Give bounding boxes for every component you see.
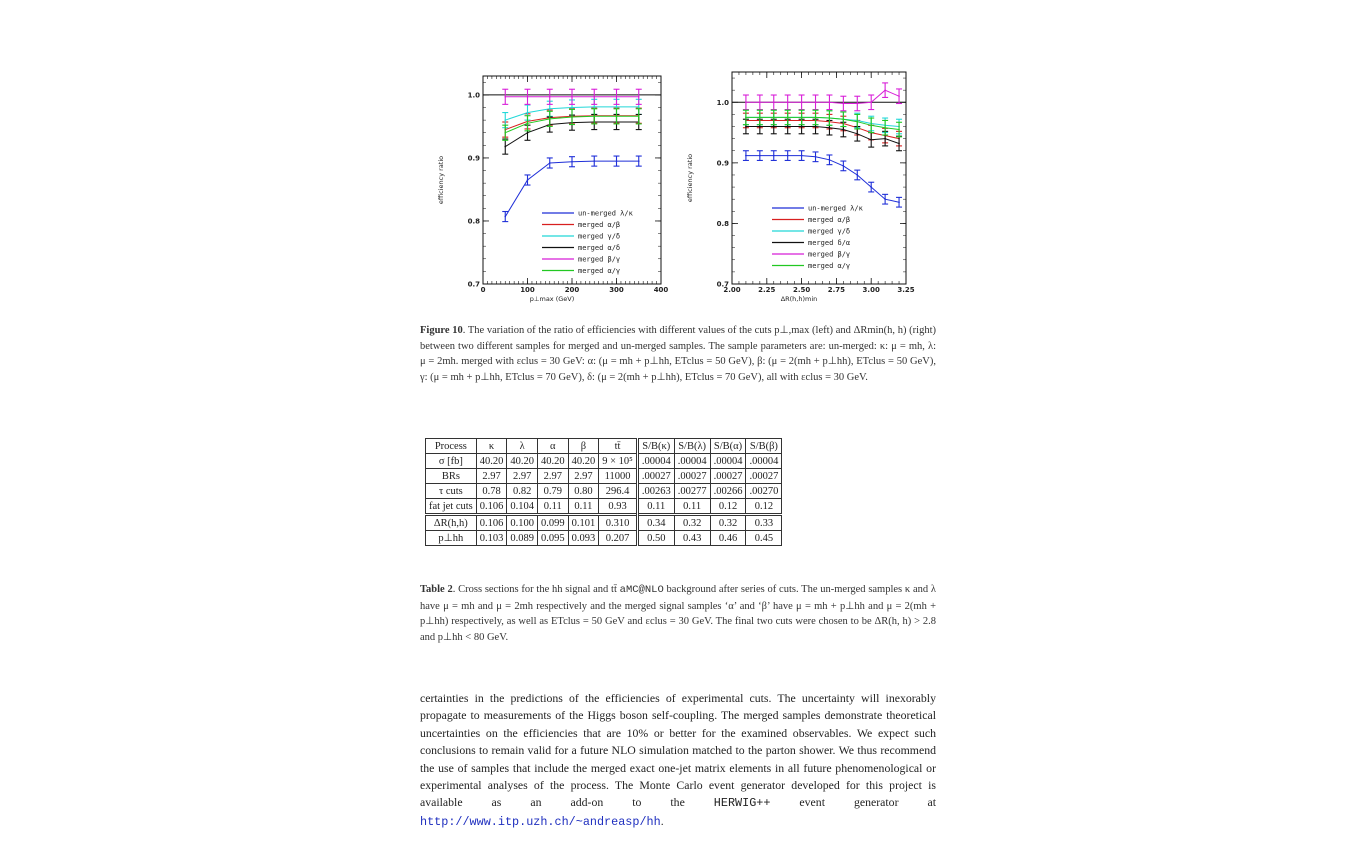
table2-cell: 0.089 bbox=[507, 531, 538, 546]
table2-cell: 0.104 bbox=[507, 499, 538, 515]
table2-cell: 0.100 bbox=[507, 515, 538, 531]
legend-label: merged α/γ bbox=[578, 267, 621, 275]
table2-caption-b: background after series of cuts. The un-merged samples κ and λ have μ = mh and μ = 2mh respectively and the merged signal samples ‘α’ and ‘β’ have μ = mh + p⊥hh and μ = 2(mh + p⊥hh) respectively, as well as ETclus = 50 GeV and εclus = 30 GeV. The final two cuts were chosen to be ΔR(h, h) > 2.8 and p⊥hh < 80 GeV. bbox=[420, 584, 936, 643]
x-tick-label: 2.25 bbox=[758, 286, 776, 294]
table2-cell: 0.93 bbox=[599, 499, 638, 515]
data-point bbox=[616, 96, 618, 98]
right-chart-svg bbox=[682, 62, 922, 312]
data-point bbox=[638, 160, 640, 162]
data-point bbox=[829, 101, 831, 103]
table2-cell: 2.97 bbox=[537, 469, 568, 484]
data-point bbox=[527, 122, 529, 124]
data-point bbox=[549, 118, 551, 120]
table2-cell: 0.45 bbox=[746, 531, 782, 546]
table2-cell: 9 × 10⁵ bbox=[599, 454, 638, 469]
data-point bbox=[815, 117, 817, 119]
data-point bbox=[549, 162, 551, 164]
table2-cell: .00004 bbox=[674, 454, 710, 469]
data-point bbox=[504, 119, 506, 121]
legend-label: merged α/δ bbox=[578, 244, 621, 252]
x-tick-label: 3.25 bbox=[897, 286, 915, 294]
legend-label: merged α/γ bbox=[808, 262, 851, 270]
series-line bbox=[505, 161, 639, 217]
data-point bbox=[759, 101, 761, 103]
data-point bbox=[870, 101, 872, 103]
data-point bbox=[773, 126, 775, 128]
table2-cell: 11000 bbox=[599, 469, 638, 484]
table2-header-cell: S/B(λ) bbox=[674, 439, 710, 454]
series-line bbox=[746, 127, 899, 144]
table2-body bbox=[426, 454, 782, 546]
series-line bbox=[746, 117, 899, 126]
legend-label: merged δ/α bbox=[808, 239, 851, 247]
table2-header-cell: α bbox=[537, 439, 568, 454]
data-point bbox=[593, 160, 595, 162]
table2-cell: .00027 bbox=[710, 469, 746, 484]
table2-cell: fat jet cuts bbox=[426, 499, 477, 515]
table2-cell: 0.11 bbox=[537, 499, 568, 515]
data-point bbox=[870, 139, 872, 141]
x-tick-label: 2.75 bbox=[827, 286, 846, 294]
y-axis-label: efficiency ratio bbox=[686, 153, 694, 203]
data-point bbox=[593, 106, 595, 108]
data-point bbox=[759, 126, 761, 128]
data-point bbox=[571, 116, 573, 118]
body-text-mid: event generator at bbox=[770, 795, 936, 810]
table2-row bbox=[426, 531, 782, 546]
table2-cell: 0.78 bbox=[476, 484, 507, 499]
legend-label: un-merged λ/κ bbox=[578, 209, 633, 218]
data-point bbox=[527, 179, 529, 181]
data-point bbox=[856, 133, 858, 135]
table2-cell: 296.4 bbox=[599, 484, 638, 499]
table2-header-cell: S/B(κ) bbox=[637, 439, 674, 454]
table2-header-cell: Process bbox=[426, 439, 477, 454]
data-point bbox=[843, 103, 845, 105]
data-point bbox=[898, 143, 900, 145]
series-line bbox=[746, 90, 899, 103]
table2-cell: 0.099 bbox=[537, 515, 568, 531]
x-tick-label: 2.50 bbox=[792, 286, 811, 294]
figure10-left-chart bbox=[432, 66, 672, 316]
table2-cell: σ [fb] bbox=[426, 454, 477, 469]
table2-cell: τ cuts bbox=[426, 484, 477, 499]
table2-cell: 40.20 bbox=[537, 454, 568, 469]
data-point bbox=[801, 155, 803, 157]
y-tick-label: 0.9 bbox=[467, 154, 480, 163]
table2-cell: ΔR(h,h) bbox=[426, 515, 477, 531]
table2-header-cell: β bbox=[568, 439, 599, 454]
project-link[interactable]: http://www.itp.uzh.ch/~andreasp/hh bbox=[420, 814, 661, 829]
data-point bbox=[870, 125, 872, 127]
x-tick-label: 0 bbox=[480, 286, 486, 294]
data-point bbox=[856, 121, 858, 123]
body-paragraph bbox=[420, 690, 936, 831]
table2-header-row bbox=[426, 439, 782, 454]
figure10-right-chart bbox=[682, 62, 922, 312]
data-point bbox=[571, 107, 573, 109]
table2-cell: .00027 bbox=[746, 469, 782, 484]
table2-cell: 0.11 bbox=[674, 499, 710, 515]
data-point bbox=[616, 106, 618, 108]
table2 bbox=[425, 438, 782, 546]
y-tick-label: 1.0 bbox=[716, 98, 729, 107]
data-point bbox=[843, 165, 845, 167]
body-code: HERWIG++ bbox=[713, 796, 771, 811]
table2-cell: 0.32 bbox=[710, 515, 746, 531]
table2-cell: 0.093 bbox=[568, 531, 599, 546]
table2-header-cell: S/B(α) bbox=[710, 439, 746, 454]
data-point bbox=[745, 101, 747, 103]
data-point bbox=[638, 96, 640, 98]
table2-cell: 0.11 bbox=[637, 499, 674, 515]
data-point bbox=[504, 146, 506, 148]
table2-cell: 40.20 bbox=[568, 454, 599, 469]
y-tick-label: 0.7 bbox=[467, 280, 480, 289]
table2-header-cell: S/B(β) bbox=[746, 439, 782, 454]
table2-cell: 2.97 bbox=[476, 469, 507, 484]
data-point bbox=[616, 116, 618, 118]
data-point bbox=[801, 126, 803, 128]
data-point bbox=[815, 126, 817, 128]
table2-cell: 0.79 bbox=[537, 484, 568, 499]
table2-cell: BRs bbox=[426, 469, 477, 484]
data-point bbox=[638, 106, 640, 108]
series-line bbox=[746, 121, 899, 139]
data-point bbox=[759, 155, 761, 157]
data-point bbox=[571, 96, 573, 98]
table2-label: Table 2 bbox=[420, 584, 453, 595]
table2-row bbox=[426, 499, 782, 515]
legend-label: merged β/γ bbox=[808, 250, 851, 259]
legend-label: merged γ/δ bbox=[808, 227, 851, 236]
data-point bbox=[898, 201, 900, 203]
x-tick-label: 400 bbox=[653, 286, 669, 294]
table2-cell: 40.20 bbox=[476, 454, 507, 469]
table2-caption-a: . Cross sections for the hh signal and tt̄ bbox=[452, 584, 620, 595]
figure10-caption-text: . The variation of the ratio of efficiencies with different values of the cuts p⊥,max (left) and ΔRmin(h, h) (right) between two different samples for merged and un-merged samples. The sample parameters are: un-merged: κ: μ = mh, λ: μ = 2mh. merged with εclus = 30 GeV: α: (μ = mh + p⊥hh, ETclus = 50 GeV), β: (μ = 2(mh + p⊥hh), ETclus = 50 GeV), γ: (μ = mh + p⊥hh, ETclus = 70 GeV), δ: (μ = 2(mh + p⊥hh), ETclus = 70 GeV), all with εclus = 30 GeV. bbox=[420, 325, 936, 383]
table2-cell: 0.103 bbox=[476, 531, 507, 546]
table2-cell: 0.207 bbox=[599, 531, 638, 546]
legend-label: un-merged λ/κ bbox=[808, 204, 863, 213]
table2-cell: 0.12 bbox=[746, 499, 782, 515]
table2-cell: 0.50 bbox=[637, 531, 674, 546]
data-point bbox=[856, 103, 858, 105]
series-line bbox=[746, 117, 899, 129]
table2-header-cell: κ bbox=[476, 439, 507, 454]
data-point bbox=[745, 117, 747, 119]
table2-cell: .00270 bbox=[746, 484, 782, 499]
table2-cell: 0.80 bbox=[568, 484, 599, 499]
data-point bbox=[527, 132, 529, 134]
data-point bbox=[773, 155, 775, 157]
data-point bbox=[829, 127, 831, 129]
body-text-end: . bbox=[660, 813, 664, 828]
table2-cell: .00004 bbox=[746, 454, 782, 469]
table2-caption-code: aMC@NLO bbox=[619, 584, 664, 596]
table2-cell: 0.095 bbox=[537, 531, 568, 546]
data-point bbox=[801, 117, 803, 119]
table2-cell: 0.11 bbox=[568, 499, 599, 515]
table2-cell: 0.34 bbox=[637, 515, 674, 531]
table2-cell: 0.106 bbox=[476, 515, 507, 531]
table2-row bbox=[426, 454, 782, 469]
figure10-label: Figure 10 bbox=[420, 325, 463, 336]
data-point bbox=[884, 198, 886, 200]
table2-cell: 0.101 bbox=[568, 515, 599, 531]
x-tick-label: 300 bbox=[609, 286, 624, 294]
data-point bbox=[898, 129, 900, 131]
table2-cell: .00277 bbox=[674, 484, 710, 499]
table2-cell: 40.20 bbox=[507, 454, 538, 469]
data-point bbox=[773, 117, 775, 119]
data-point bbox=[745, 155, 747, 157]
data-point bbox=[815, 101, 817, 103]
y-tick-label: 0.8 bbox=[467, 217, 480, 226]
data-point bbox=[884, 89, 886, 91]
legend-label: merged γ/δ bbox=[578, 232, 621, 241]
table2-caption bbox=[420, 582, 936, 645]
legend-label: merged β/γ bbox=[578, 255, 621, 264]
legend-label: merged α/β bbox=[808, 216, 851, 224]
table2-cell: 0.82 bbox=[507, 484, 538, 499]
data-point bbox=[773, 101, 775, 103]
data-point bbox=[593, 96, 595, 98]
data-point bbox=[504, 132, 506, 134]
table2-row bbox=[426, 484, 782, 499]
table2-cell: 2.97 bbox=[568, 469, 599, 484]
table2-cell: 2.97 bbox=[507, 469, 538, 484]
data-point bbox=[527, 112, 529, 114]
x-tick-label: 2.00 bbox=[723, 286, 741, 294]
data-point bbox=[787, 117, 789, 119]
figure10-caption bbox=[420, 323, 936, 385]
x-axis-label: p⊥max (GeV) bbox=[529, 295, 575, 303]
table2-cell: 0.33 bbox=[746, 515, 782, 531]
table2-cell: .00004 bbox=[637, 454, 674, 469]
table2-header-cell: λ bbox=[507, 439, 538, 454]
table2-cell: 0.43 bbox=[674, 531, 710, 546]
data-point bbox=[870, 186, 872, 188]
table2-cell: 0.106 bbox=[476, 499, 507, 515]
x-tick-label: 100 bbox=[520, 286, 535, 294]
data-point bbox=[787, 155, 789, 157]
data-point bbox=[856, 174, 858, 176]
data-point bbox=[638, 116, 640, 118]
y-tick-label: 0.7 bbox=[716, 280, 729, 289]
table2-cell: 0.32 bbox=[674, 515, 710, 531]
table2-cell: 0.46 bbox=[710, 531, 746, 546]
data-point bbox=[829, 117, 831, 119]
y-axis-label: efficiency ratio bbox=[437, 155, 445, 205]
table2-cell: 0.310 bbox=[599, 515, 638, 531]
table2-row bbox=[426, 469, 782, 484]
table2-cell: .00004 bbox=[710, 454, 746, 469]
y-tick-label: 0.8 bbox=[716, 219, 729, 228]
data-point bbox=[801, 101, 803, 103]
data-point bbox=[549, 96, 551, 98]
x-tick-label: 3.00 bbox=[862, 286, 880, 294]
data-point bbox=[898, 95, 900, 97]
table2-row bbox=[426, 515, 782, 531]
data-point bbox=[549, 108, 551, 110]
data-point bbox=[884, 127, 886, 129]
data-point bbox=[504, 96, 506, 98]
y-tick-label: 1.0 bbox=[467, 91, 480, 100]
data-point bbox=[884, 138, 886, 140]
data-point bbox=[745, 126, 747, 128]
data-point bbox=[616, 160, 618, 162]
y-tick-label: 0.9 bbox=[716, 159, 729, 168]
data-point bbox=[815, 156, 817, 158]
table2-cell: 0.12 bbox=[710, 499, 746, 515]
series-line bbox=[746, 156, 899, 203]
data-point bbox=[787, 126, 789, 128]
data-point bbox=[571, 161, 573, 163]
data-point bbox=[843, 129, 845, 131]
table2-cell: .00263 bbox=[637, 484, 674, 499]
x-tick-label: 200 bbox=[564, 286, 580, 294]
table2-cell: p⊥hh bbox=[426, 531, 477, 546]
table2-cell: .00266 bbox=[710, 484, 746, 499]
legend-label: merged α/β bbox=[578, 221, 621, 229]
table2-header-cell: tt̄ bbox=[599, 439, 638, 454]
data-point bbox=[759, 117, 761, 119]
table2-cell: .00027 bbox=[637, 469, 674, 484]
data-point bbox=[829, 159, 831, 161]
body-text-main: certainties in the predictions of the efficiencies of experimental cuts. The uncertainty will inexorably propagate to measurements of the Higgs boson self-coupling. The merged samples demonstrate theoretical uncertainties on the efficiencies that are 10% or better for the examined observables. We expect such conclusions to remain valid for a future NLO simulation matched to the parton shower. We thus recommend the use of samples that include the merged exact one-jet matrix elements in all future phenomenological or experimental analyses of the process. The Monte Carlo event generator developed for this project is available as an add-on to the bbox=[420, 691, 936, 810]
data-point bbox=[787, 101, 789, 103]
data-point bbox=[843, 118, 845, 120]
table2-cell: .00027 bbox=[674, 469, 710, 484]
data-point bbox=[593, 116, 595, 118]
x-axis-label: ΔR(h,h)min bbox=[780, 295, 818, 303]
data-point bbox=[504, 216, 506, 218]
left-chart-svg bbox=[432, 66, 672, 316]
data-point bbox=[527, 96, 529, 98]
